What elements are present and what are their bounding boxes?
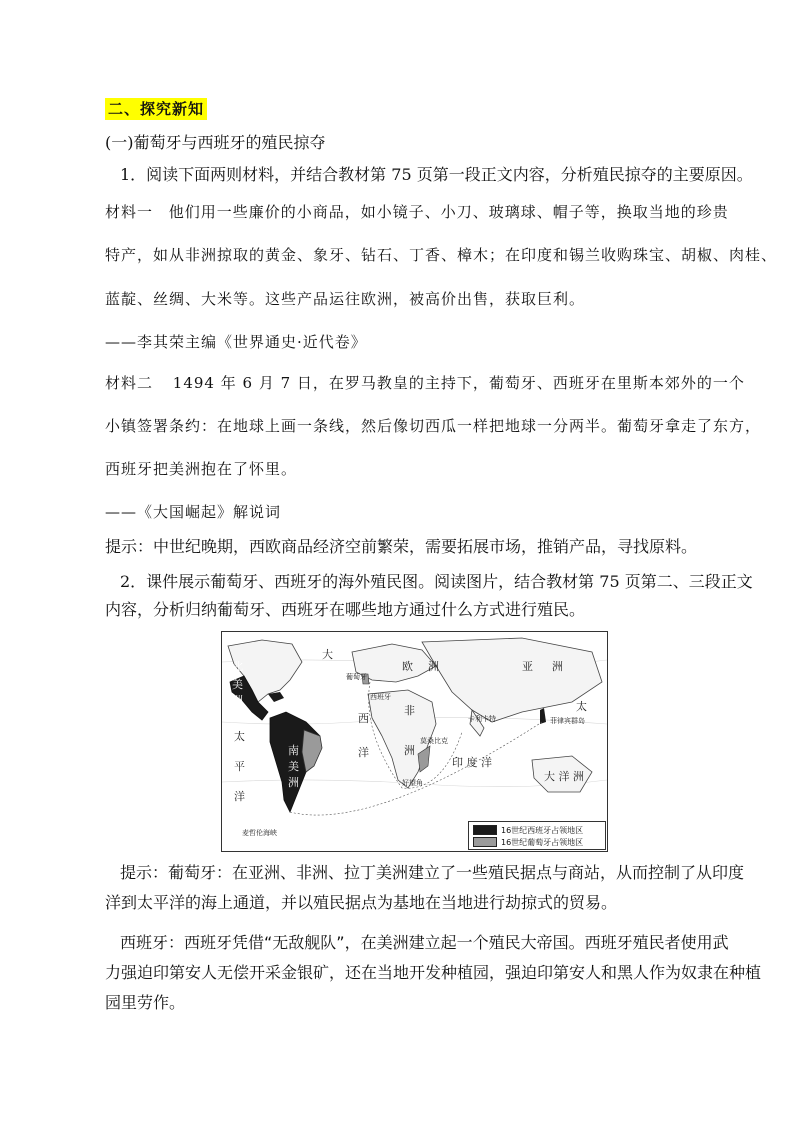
map-label-pacific-w-2: 平 [234,760,245,773]
map-label-philippines: 菲律宾群岛 [550,717,585,725]
map-label-spain: 西班牙 [370,693,391,701]
spain-para-line-1: 西班牙：西班牙凭借“无敌舰队”，在美洲建立起一个殖民大帝国。西班牙殖民者使用武 [120,933,729,952]
map-label-pacific-w-3: 洋 [234,790,245,803]
sub-heading: (一)葡萄牙与西班牙的殖民掠夺 [105,133,326,152]
map-label-north-america-2: 美 [232,678,243,691]
map-label-atlantic-1: 大 [322,648,333,661]
legend-row-portugal [473,836,583,848]
map-label-atlantic-2: 西 [358,712,369,725]
map-label-oceania: 大 洋 洲 [544,770,584,783]
question-2-line-2: 内容，分析归纳葡萄牙、西班牙在哪些地方通过什么方式进行殖民。 [105,600,586,619]
material-2-line-2: 小镇签署条约：在地球上画一条线，然后像切西瓜一样把地球一分两半。葡萄牙拿走了东方， [105,417,762,435]
material-1-line-2: 特产，如从非洲掠取的黄金、象牙、钻石、丁香、樟木；在印度和锡兰收购珠宝、胡椒、肉桂、 [105,246,778,264]
section-heading: 二、探究新知 [105,98,207,120]
map-label-south-america-1: 南 [288,744,299,757]
legend-row-spain [473,824,583,836]
material-1-text: 他们用一些廉价的小商品，如小镜子、小刀、玻璃球、帽子等，换取当地的珍贵 [168,203,729,221]
map-label-calicut: 卡利卡特 [468,715,496,723]
colonial-map [221,631,608,852]
hint-2-line-1: 提示：葡萄牙：在亚洲、非洲、拉丁美洲建立了一些殖民据点与商站，从而控制了从印度 [120,863,745,882]
map-label-indian-ocean: 印 度 洋 [452,756,492,769]
question-2-line-1: 2．课件展示葡萄牙、西班牙的海外殖民图。阅读图片，结合教材第 75 页第二、三段正文 [120,572,753,591]
material-1-line-3: 蓝靛、丝绸、大米等。这些产品运往欧洲，被高价出售，获取巨利。 [105,290,586,308]
map-label-magellan: 麦哲伦海峡 [242,829,277,837]
hint-2-line-2: 洋到太平洋的海上通道，并以殖民据点为基地在当地进行劫掠式的贸易。 [105,893,618,912]
question-1: 1．阅读下面两则材料，并结合教材第 75 页第一段正文内容，分析殖民掠夺的主要原因。 [120,165,753,184]
map-label-cape: 好望角 [402,779,423,787]
spain-para-line-3: 园里劳作。 [105,993,186,1012]
spain-para-line-2: 力强迫印第安人无偿开采金银矿，还在当地开发种植园，强迫印第安人和黑人作为奴隶在种植 [105,963,762,982]
map-label-pacific-w-1: 太 [234,730,245,743]
map-label-africa-1: 非 [404,704,415,717]
map-label-south-america-3: 洲 [288,776,299,789]
legend-text-spain: 16世纪西班牙占领地区 [501,825,584,835]
map-label-portugal: 葡萄牙 [346,673,367,681]
legend-text-portugal: 16世纪葡萄牙占领地区 [501,837,584,847]
material-1-label: 材料一 [105,203,154,221]
map-label-asia-2: 洲 [552,660,563,673]
map-label-north-america-1: 北 [232,660,243,673]
material-1-line-1 [105,200,729,224]
material-1-source: ——李其荣主编《世界通史·近代卷》 [105,333,367,351]
material-2-source: ——《大国崛起》解说词 [105,503,282,521]
material-2-text: 1494 年 6 月 7 日，在罗马教皇的主持下，葡萄牙、西班牙在里斯本郊外的一个 [172,374,745,392]
map-label-asia-1: 亚 [522,660,533,673]
material-2-line-3: 西班牙把美洲抱在了怀里。 [105,460,298,478]
legend-swatch-portugal [473,837,497,847]
map-label-pacific-e: 太 [576,700,587,713]
map-label-north-america-3: 洲 [232,694,243,707]
map-label-south-america-2: 美 [288,760,299,773]
map-label-mozambique: 莫桑比克 [420,737,448,745]
map-label-africa-2: 洲 [404,744,415,757]
map-legend [468,821,606,850]
material-2-label: 材料二 [105,374,154,392]
map-label-europe-1: 欧 [402,660,413,673]
map-label-europe-2: 洲 [428,660,439,673]
legend-swatch-spain [473,825,497,835]
material-2-line-1 [105,371,745,395]
hint-1: 提示：中世纪晚期，西欧商品经济空前繁荣，需要拓展市场，推销产品，寻找原料。 [105,537,698,556]
map-label-atlantic-3: 洋 [358,746,369,759]
